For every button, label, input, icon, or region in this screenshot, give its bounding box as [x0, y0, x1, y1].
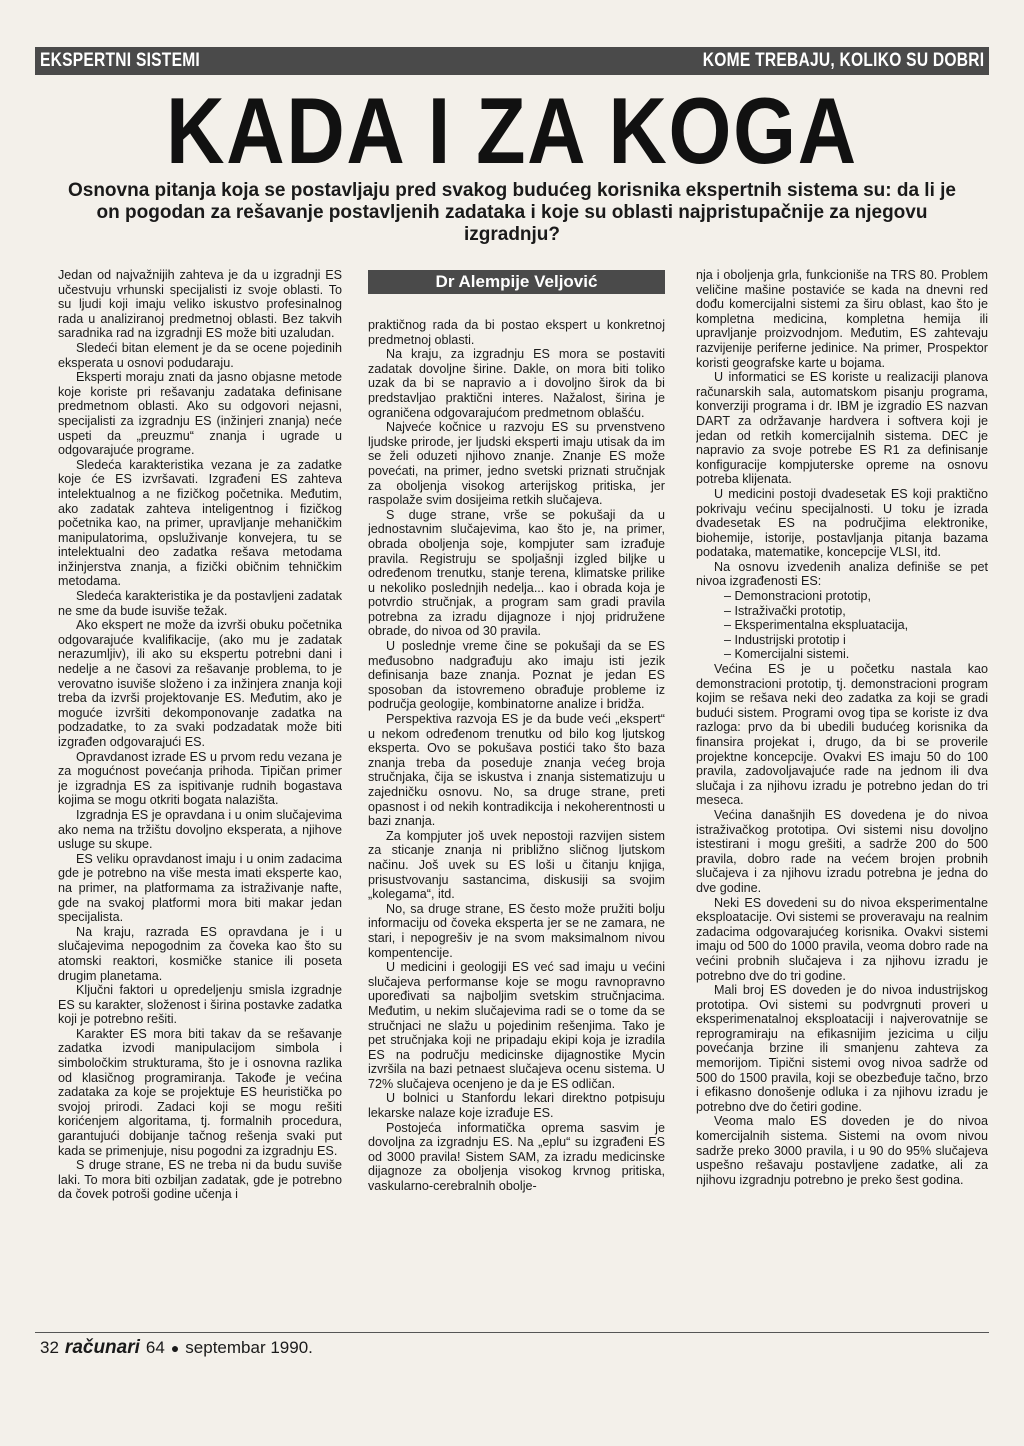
paragraph: Sledeća karakteristika vezana je za zadatke koje će ES izvršavati. Izgrađeni ES zahteva intelektualnog a ne fizičkog početnika. Međutim, ako zadatak zahteva inteligentnog i fizičkog početnika kao, na primer, upravljanje mehaničkim manipulatorima, opsluživanje konvejera, tu se intelektualni deo zadatka rešava metodama inžinjerstva znanja, a fizički običnim tehničkim metodama.: [58, 457, 342, 589]
list-item: – Industrijski prototip i: [724, 633, 988, 648]
issue-number: 64: [145, 1338, 165, 1357]
paragraph: Veoma malo ES doveden je do nivoa komercijalnih sistema. Sistemi na ovom nivou sadrže preko 3000 pravila, i u 90 do 95% slučajeva uspešno rešavaju postavljene zadatke, ali za njihovu izgradnju potrebno je preko šest godina.: [696, 1114, 988, 1187]
paragraph: Na kraju, za izgradnju ES mora se postaviti zadatak dovoljne širine. Dakle, on mora biti toliko uzak da bi se napravio a i dovoljno širok da bi predstavljao praktični interes. Nažalost, širina je ograničena odgovarajućom predmetnom oblašću.: [368, 347, 665, 420]
paragraph: Na kraju, razrada ES opravdana je i u slučajevima nepogodnim za čoveka kao što su atomski reaktori, kosmičke stanice ili poseta drugim planetama.: [58, 924, 342, 983]
page-footer: [40, 1337, 313, 1359]
paragraph: nja i oboljenja grla, funkcioniše na TRS 80. Problem veličine mašine postaviće se kada na dnevni red dođu komercijalni sistemi za širu oblast, kao što je kompletna medicina, kompletna hemija ili upravljanje proizvodnjom. Međutim, ES zahtevaju razvijenije periferne jedinice. Na primer, Prospektor koristi geografske karte u bojama.: [696, 268, 988, 370]
paragraph: Izgradnja ES je opravdana i u onim slučajevima ako nema na tržištu dovoljno eksperata, a njihove usluge su skupe.: [58, 807, 342, 852]
paragraph: Jedan od najvažnijih zahteva je da u izgradnji ES učestvuju vrhunski specijalisti iz svoje oblasti. To su ljudi koji imaju veliko iskustvo profesinalnog rada u analiziranoj predmetnoj oblasti. Bez takvih saradnika rad na izgradnji ES može biti uzaludan.: [58, 268, 342, 341]
paragraph: Eksperti moraju znati da jasno objasne metode koje koriste pri rešavanju zadataka definisane predmetnom oblasti. Ako su odgovori nejasni, specijalisti za izgradnju ES (inžinjeri znanja) neće uspeti da „preuzmu“ znanja i ugrade u odgovarajuće programe.: [58, 370, 342, 458]
paragraph: Na osnovu izvedenih analiza definiše se pet nivoa izgrađenosti ES:: [696, 559, 988, 589]
article-lead: Osnovna pitanja koja se postavljaju pred svakog budućeg korisnika ekspertnih sistema su: da li je on pogodan za rešavanje postavljenih zadataka i koje su oblasti najpristupačnije za njegovu izgradnju?: [67, 180, 956, 245]
section-label: EKSPERTNI SISTEMI: [40, 50, 201, 71]
column-right: [696, 268, 988, 1323]
column-left: [58, 268, 342, 1323]
paragraph: praktičnog rada da bi postao ekspert u konkretnoj predmetnoj oblasti.: [368, 318, 665, 347]
paragraph: U medicini postoji dvadesetak ES koji praktično pokrivaju većinu specijalnosti. U toku je izrada dvadesetak ES na područjima elektronike, biohemije, istorije, postavljanja pitanja bazama podataka, matematike, koncepcije VLSI, itd.: [696, 486, 988, 560]
list-item: – Istraživački prototip,: [724, 604, 988, 619]
footer-divider: [35, 1332, 989, 1333]
paragraph: S duge strane, vrše se pokušaji da u jednostavnim slučajevima, kao što je, na primer, obrada oboljenja soje, kompjuter sam izrađuje pravila. Registruju se spoljašnji izgled biljke u određenom trenutku, stanje terena, klimatske prilike u nekoliko poslednjih nedelja... kao i obrada koja je potvrdio stručnjak, a program sam gradi pravila potrebna za izradu dijagnoze i njoj pridružene obrade, do nivoa od 30 pravila.: [368, 507, 665, 639]
paragraph: Za kompjuter još uvek nepostoji razvijen sistem za sticanje znanja ni približno sličnog ljutskom načinu. Još uvek su ES loši u čitanju knjiga, prisustvovanju sastancima, diskusiji sa svojim „kolegama“, itd.: [368, 828, 665, 902]
paragraph: Sledeća karakteristika je da postavljeni zadatak ne sme da bude isuviše težak.: [58, 589, 342, 618]
paragraph: Opravdanost izrade ES u prvom redu vezana je za mogućnost povećanja prihoda. Tipičan primer je izgradnja ES za ispitivanje rudnih bogastava kojima se mogu otkriti bogata nalazišta.: [58, 749, 342, 808]
paragraph: Ako ekspert ne može da izvrši obuku početnika odgovarajuće kvalifikacije, (ako mu je zadatak nerazumljiv), ili ako su ekspertu potrebni dani i nedelje a ne časovi za rešavanje problema, to je verovatno isuviše složeno i za inžinjera znanja koji treba da izvrši projektovanje ES. Međutim, ako je moguće izvršiti dekomponovanje zadatka na podzadatke, to za svaki podzadatak može biti izgrađen odgovarajući ES.: [58, 618, 342, 749]
paragraph: Sledeći bitan element je da se ocene pojedinih eksperata u osnovi podudaraju.: [58, 340, 342, 370]
author-byline: Dr Alempije Veljović: [368, 270, 665, 294]
paragraph: Perspektiva razvoja ES je da bude veći „ekspert“ u nekom određenom trenutku od bilo kog ljutskog eksperta. Ovo se pokušava postići tako što baza znanja treba da poseduje znanja većeg broja stručnjaka, čija se iskustva i znanja sistematizuju u zajedničku osnovu. No, sa druge strane, preti opasnost i od nekih kontradikcija i nekoherentnosti u bazi znanja.: [368, 712, 665, 829]
paragraph: U medicini i geologiji ES već sad imaju u većini slučajeva performanse koje se mogu ravnopravno upoređivati sa najboljim svetskim stručnjacima. Međutim, u nekim slučajevima radi se o tome da se stručnjaci ne slažu u pojedinim rešenjima. Tako je pet stručnjaka koji ne pripadaju ekipi koja je izradila ES na području medicinske dijagnostike Mycin izvršila na bazi petnaest slučajeva ocenu sistema. U 72% slučajeva ocenjeno je da je ES odličan.: [368, 960, 665, 1091]
paragraph: U poslednje vreme čine se pokušaji da se ES međusobno nadgrađuju ako imaju isti jezik definisanja baze znanja. Poznat je jedan ES sposoban da istovremeno obrađuje probleme iz područja geologije, kombinatorne analize i bridža.: [368, 639, 665, 712]
paragraph: Karakter ES mora biti takav da se rešavanje zadatka izvodi manipulacijom simbola i simboločkim strukturama, što je i osnovna razlika od klasičnog programiranja. Takođe je većina zadataka za koje se projektuje ES heuristička po svojoj prirodi. Zadaci koji se mogu rešiti korićenjem algoritama, tj. formalnih procedura, garantujući dobijanje tačnog rešenja svaki put kada se primenjuje, nisu pogodni za izgradnju ES.: [58, 1026, 342, 1158]
bullet-icon: ●: [170, 1340, 180, 1356]
paragraph: Ključni faktori u opredeljenju smisla izgradnje ES su karakter, složenost i širina postavke zadatka koji je potrebno rešiti.: [58, 983, 342, 1027]
paragraph: No, sa druge strane, ES često može pružiti bolju informaciju od čoveka eksperta jer se ne zamara, ne stari, i nepogrešiv je na svom maksimalnom nivou kompentencije.: [368, 901, 665, 960]
section-subtitle: KOME TREBAJU, KOLIKO SU DOBRI: [702, 50, 984, 71]
magazine-logo: računari: [64, 1337, 140, 1358]
paragraph: S druge strane, ES ne treba ni da budu suviše laki. To mora biti ozbiljan zadatak, gde je potrebno da čovek potroši godine učenja i: [58, 1158, 342, 1202]
list-item: – Eksperimentalna ekspluatacija,: [724, 618, 988, 633]
article-headline: KADA I ZA KOGA: [166, 78, 858, 183]
paragraph: Neki ES dovedeni su do nivoa eksperimentalne eksploatacije. Ovi sistemi se proveravaju na realnim zadacima odgovarajućeg korisnika. Ovakvi sistemi imaju od 500 do 1000 pravila, veoma dobro rade na većini probnih slučajeva i za njihovu izradu je potrebno dve do tri godine.: [696, 895, 988, 983]
paragraph: U informatici se ES koriste u realizaciji planova računarskih sala, automatskom pisanju programa, konverziji programa i dr. IBM je izgradio ES nazvan DART za održavanje hardvera i softvera koji je jedan od retkih komercijalnih sistema. DEC je napravio za svoje potrebe ES R1 za definisanje konfiguracije kompjuterske opreme na osnovu potreba klijenata.: [696, 370, 988, 487]
paragraph: Većina ES je u početku nastala kao demonstracioni prototip, tj. demonstracioni program kojim se rešava neki deo zadatka za koji se gradi budući sistem. Programi ovog tipa se koriste iz dva razloga: prvo da bi ubedili budućeg korisnika da finansira projekat i, drugo, da bi se proverile projektne koncepcije. Ovakvi ES imaju 50 do 100 pravila, zadovoljavajuće rade na jednom ili dva slučaja i za njihovu izradu je potrebno jedan do tri meseca.: [696, 662, 988, 808]
paragraph: Mali broj ES doveden je do nivoa industrijskog prototipa. Ovi sistemi su podvrgnuti proveri u eksperimenatalnoj eksploataciji i najverovatnije se reprogramiraju na efikasnijim jezicima u cilju povećanja brzine ili smanjenu zahteva za memorijom. Tipični sistemi ovog nivoa sadrže od 500 do 1500 pravila, koji se obezbeđuje tačno, brzo i efikasno donošenje odluka i za njihovu izradu je potrebno dve do četiri godine.: [696, 983, 988, 1114]
paragraph: U bolnici u Stanfordu lekari direktno potpisuju lekarske nalaze koje izrađuje ES.: [368, 1091, 665, 1121]
paragraph: Postojeća informatička oprema sasvim je dovoljna za izgradnju ES. Na „eplu“ su izgrađeni ES od 3000 pravila! Sistem SAM, za izradu medicinske dijagnoze za oboljenja visokog krvnog pritiska, vaskularno-cerebralnih obolje-: [368, 1120, 665, 1194]
list-item: – Komercijalni sistemi.: [724, 647, 988, 662]
paragraph: Većina današnjih ES dovedena je do nivoa istraživačkog prototipa. Ovi sistemi nisu dovoljno istestirani i mogu grešiti, a sadrže 200 do 500 pravila, dobro rade na većem brojen probnih slučajeva i za njihovu izradu potrebna je jedna do dve godine.: [696, 807, 988, 895]
list-item: – Demonstracioni prototip,: [724, 589, 988, 604]
levels-list: [724, 589, 988, 662]
column-middle: [368, 318, 665, 1323]
paragraph: Najveće kočnice u razvoju ES su prvenstveno ljudske prirode, jer ljudski eksperti imaju utisak da im se želi oduzeti njihovo znanje. Znanje ES može povećati, na primer, jedno svetski priznati stručnjak za oboljenja visokog arterijskog pritiska, jer raspolaže svim dosijeima retkih slučajeva.: [368, 420, 665, 508]
paragraph: ES veliku opravdanost imaju i u onim zadacima gde je potrebno na više mesta imati eksperte kao, na primer, na platformama za istraživanje nafte, gde na svakoj platformi mora biti makar jedan specijalista.: [58, 851, 342, 925]
page-number: 32: [40, 1338, 59, 1357]
issue-date: septembar 1990.: [185, 1338, 313, 1357]
